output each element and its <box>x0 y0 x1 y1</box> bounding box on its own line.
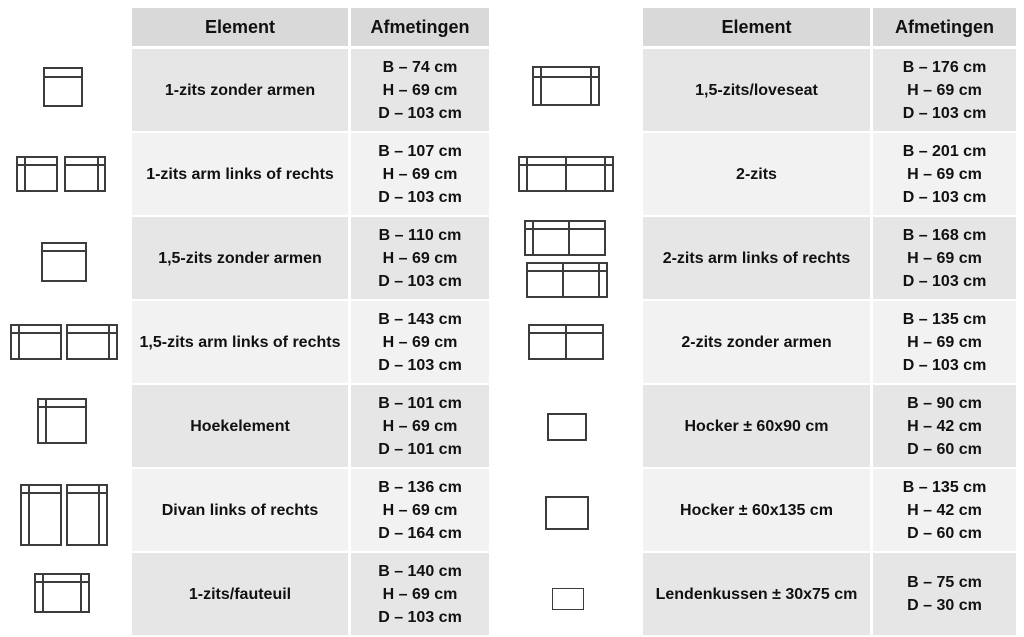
dimensions <box>351 553 489 635</box>
element-name: 1-zits zonder armen <box>132 49 348 131</box>
element-name: 2-zits <box>643 133 870 215</box>
height-value: H – 69 cm <box>382 81 458 99</box>
table-row <box>0 469 489 551</box>
depth-value: D – 103 cm <box>378 272 462 290</box>
table-row <box>512 49 1016 131</box>
table-row <box>512 469 1016 551</box>
height-value: H – 69 cm <box>382 501 458 519</box>
dimensions <box>873 49 1016 131</box>
height-value: H – 69 cm <box>382 417 458 435</box>
corner-element-icon <box>0 385 130 467</box>
table-row <box>0 49 489 131</box>
element-name: 2-zits arm links of rechts <box>643 217 870 299</box>
depth-value: D – 101 cm <box>378 440 462 458</box>
table-row <box>512 217 1016 299</box>
table-row <box>0 385 489 467</box>
width-value: B – 136 cm <box>378 478 462 496</box>
table-row <box>0 133 489 215</box>
width-value: B – 201 cm <box>902 142 987 160</box>
dimensions <box>351 469 489 551</box>
height-value: H – 69 cm <box>382 585 458 603</box>
dimensions <box>873 385 1016 467</box>
width-value: B – 110 cm <box>378 226 462 244</box>
width-value: B – 140 cm <box>378 562 462 580</box>
height-value: H – 42 cm <box>907 501 982 519</box>
element-name: 2-zits zonder armen <box>643 301 870 383</box>
hocker-large-icon <box>512 469 640 551</box>
lumbar-cushion-icon <box>512 553 640 635</box>
height-value: H – 69 cm <box>907 249 982 267</box>
height-value: H – 69 cm <box>907 333 982 351</box>
element-name: Hocker ± 60x135 cm <box>643 469 870 551</box>
depth-value: D – 30 cm <box>907 597 982 614</box>
table-row <box>0 301 489 383</box>
header-dimensions: Afmetingen <box>351 8 489 46</box>
dimensions <box>351 49 489 131</box>
depth-value: D – 103 cm <box>378 104 462 122</box>
depth-value: D – 164 cm <box>378 524 462 542</box>
element-name: Lendenkussen ± 30x75 cm <box>643 553 870 635</box>
height-value: H – 69 cm <box>382 249 458 267</box>
height-value: H – 42 cm <box>907 417 982 435</box>
width-value: B – 176 cm <box>902 58 987 76</box>
table-row <box>0 553 489 635</box>
dimensions <box>873 217 1016 299</box>
divan-icon <box>0 469 130 551</box>
header-element: Element <box>132 8 348 46</box>
table-row <box>512 385 1016 467</box>
depth-value: D – 103 cm <box>902 272 987 290</box>
element-name: 1,5-zits/loveseat <box>643 49 870 131</box>
width-value: B – 74 cm <box>382 58 458 76</box>
width-value: B – 107 cm <box>378 142 462 160</box>
width-value: B – 75 cm <box>907 574 982 591</box>
sofa-2-seat-no-arms-icon <box>512 301 640 383</box>
depth-value: D – 103 cm <box>378 356 462 374</box>
sofa-1-5-seat-one-arm-icon <box>0 301 130 383</box>
dimensions <box>351 217 489 299</box>
width-value: B – 168 cm <box>902 226 987 244</box>
table-row <box>512 553 1016 635</box>
width-value: B – 90 cm <box>907 394 982 412</box>
width-value: B – 135 cm <box>902 310 987 328</box>
height-value: H – 69 cm <box>382 333 458 351</box>
element-name: 1,5-zits arm links of rechts <box>132 301 348 383</box>
table-row <box>512 133 1016 215</box>
width-value: B – 143 cm <box>378 310 462 328</box>
depth-value: D – 103 cm <box>902 188 987 206</box>
sofa-1-5-seat-no-arms-icon <box>0 217 130 299</box>
element-name: 1,5-zits zonder armen <box>132 217 348 299</box>
depth-value: D – 103 cm <box>378 188 462 206</box>
element-name: 1-zits/fauteuil <box>132 553 348 635</box>
table-row <box>0 217 489 299</box>
width-value: B – 101 cm <box>378 394 462 412</box>
element-name: Hoekelement <box>132 385 348 467</box>
dimensions <box>351 301 489 383</box>
table-row <box>512 301 1016 383</box>
depth-value: D – 103 cm <box>378 608 462 626</box>
depth-value: D – 103 cm <box>902 356 987 374</box>
armchair-icon <box>0 553 130 635</box>
sofa-1-seat-no-arms-icon <box>0 49 130 131</box>
height-value: H – 69 cm <box>907 165 982 183</box>
dimensions <box>873 301 1016 383</box>
depth-value: D – 60 cm <box>907 440 982 458</box>
sofa-1-seat-one-arm-icon <box>0 133 130 215</box>
dimensions <box>873 133 1016 215</box>
dimensions <box>873 469 1016 551</box>
sofa-2-seat-one-arm-icon <box>512 217 640 299</box>
header-element: Element <box>643 8 870 46</box>
element-name: Hocker ± 60x90 cm <box>643 385 870 467</box>
dimensions <box>873 553 1016 635</box>
header-dimensions: Afmetingen <box>873 8 1016 46</box>
dimensions <box>351 385 489 467</box>
loveseat-icon <box>512 49 640 131</box>
element-name: 1-zits arm links of rechts <box>132 133 348 215</box>
hocker-small-icon <box>512 385 640 467</box>
height-value: H – 69 cm <box>382 165 458 183</box>
dimensions <box>351 133 489 215</box>
element-name: Divan links of rechts <box>132 469 348 551</box>
width-value: B – 135 cm <box>902 478 987 496</box>
depth-value: D – 103 cm <box>902 104 987 122</box>
height-value: H – 69 cm <box>907 81 982 99</box>
sofa-2-seat-icon <box>512 133 640 215</box>
depth-value: D – 60 cm <box>907 524 982 542</box>
